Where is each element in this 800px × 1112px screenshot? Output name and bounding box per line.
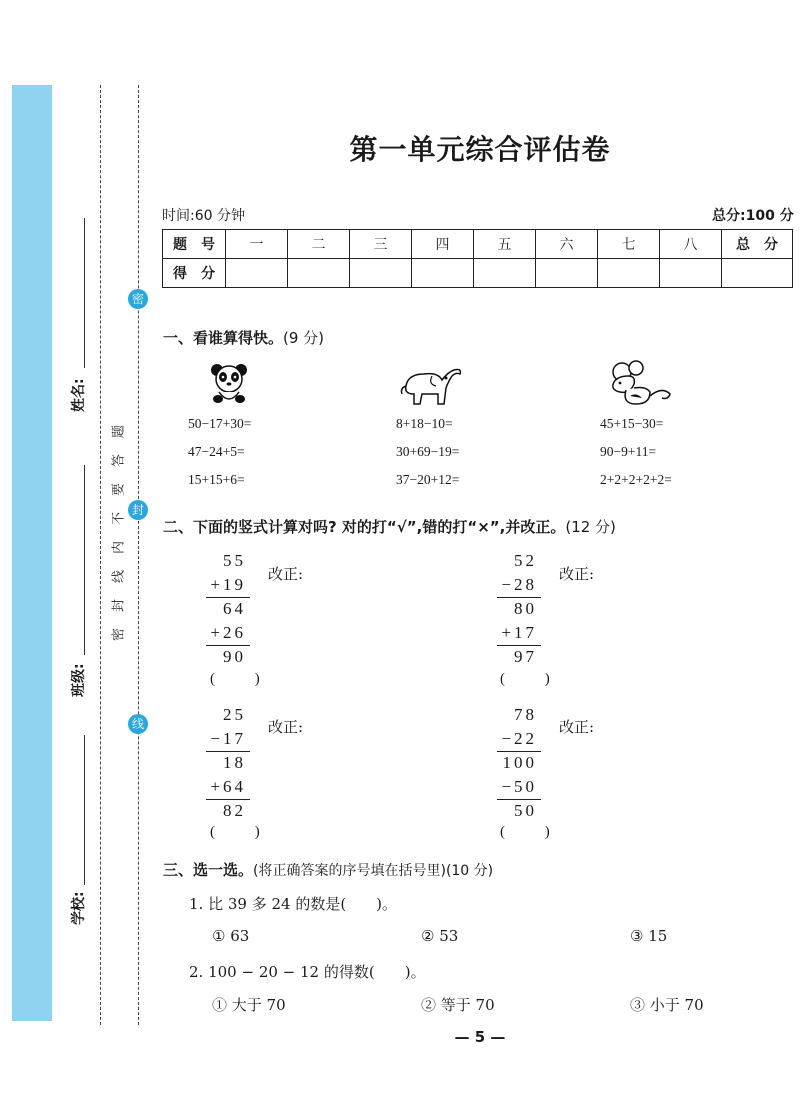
expression: 47−24+5=: [188, 444, 245, 459]
class-label: 班级:: [71, 663, 87, 697]
binding-note-char: 封: [111, 599, 127, 613]
expression: 50−17+30=: [188, 416, 252, 431]
calc-line: +17: [501, 623, 537, 642]
calc-line: 82: [223, 801, 246, 820]
option[interactable]: ③ 15: [630, 927, 668, 945]
fix-label: 改正:: [268, 565, 304, 583]
section3-points: (将正确答案的序号填在括号里)(10 分): [253, 863, 494, 879]
calc-rule: [497, 645, 541, 646]
score-input-cell[interactable]: [660, 259, 722, 288]
seal-mi-icon: 密: [128, 289, 148, 309]
name-blank: [84, 218, 85, 368]
binding-note-char: 不: [111, 512, 127, 526]
calc-line: 97: [514, 647, 537, 666]
option[interactable]: ② 等于 70: [421, 996, 495, 1014]
calc-rule: [206, 597, 250, 598]
expression: 15+15+6=: [188, 472, 245, 487]
binding-margin-bar: [12, 85, 52, 1021]
calc-rule: [206, 799, 250, 800]
score-input-cell[interactable]: [722, 259, 793, 288]
calc-rule: [497, 751, 541, 752]
calc-rule: [206, 751, 250, 752]
calc-line: 78: [514, 705, 537, 724]
binding-note-char: 题: [111, 425, 127, 439]
option[interactable]: ① 大于 70: [212, 996, 286, 1014]
binding-note-char: 要: [111, 483, 127, 497]
calc-line: 100: [502, 753, 537, 772]
score-table-cell: 总 分: [722, 230, 793, 259]
binding-note-char: 密: [111, 628, 127, 642]
section2-heading: [163, 516, 616, 537]
score-table-cell: 八: [660, 230, 722, 259]
calc-line: −50: [501, 777, 537, 796]
score-input-cell[interactable]: [598, 259, 660, 288]
calc-line: +26: [210, 623, 246, 642]
answer-paren[interactable]: ( ): [210, 824, 278, 840]
score-table-cell: 四: [412, 230, 474, 259]
question-1: 1. 比 39 多 24 的数是( )。: [189, 895, 398, 913]
page-number: — 5 —: [454, 1028, 506, 1046]
score-table: [162, 229, 793, 288]
question-2: 2. 100 − 20 − 12 的得数( )。: [189, 963, 426, 981]
calc-line: 64: [223, 599, 246, 618]
score-table-cell: 得 分: [163, 259, 226, 288]
calc-rule: [206, 645, 250, 646]
score-table-cell: 题 号: [163, 230, 226, 259]
binding-note-char: 线: [111, 570, 127, 584]
score-input-cell[interactable]: [474, 259, 536, 288]
section3-title: 三、选一选。: [163, 861, 254, 879]
expression: 8+18−10=: [396, 416, 453, 431]
time-limit: 时间:60 分钟: [162, 208, 245, 224]
score-table-cell: 五: [474, 230, 536, 259]
section2-title: 二、下面的竖式计算对吗? 对的打“√”,错的打“×”,并改正。: [163, 518, 566, 536]
section2-points: (12 分): [565, 518, 616, 536]
calc-line: −17: [210, 729, 246, 748]
calc-line: 25: [223, 705, 246, 724]
page-title: 第一单元综合评估卷: [349, 133, 611, 166]
expression: 90−9+11=: [600, 444, 657, 459]
score-table-cell: 二: [288, 230, 350, 259]
calc-line: 52: [514, 551, 537, 570]
answer-paren[interactable]: ( ): [210, 671, 278, 687]
section3-heading: [163, 859, 493, 880]
expression: 45+15−30=: [600, 416, 664, 431]
calc-line: +64: [210, 777, 246, 796]
elephant-icon: [398, 364, 464, 408]
seal-xian-icon: 线: [128, 714, 148, 734]
expression: 2+2+2+2+2=: [600, 472, 672, 487]
expression: 37−20+12=: [396, 472, 460, 487]
class-blank: [84, 465, 85, 655]
calc-line: 55: [223, 551, 246, 570]
score-input-cell[interactable]: [350, 259, 412, 288]
school-blank: [84, 735, 85, 885]
score-table-cell: 六: [536, 230, 598, 259]
panda-icon: [209, 362, 249, 404]
binding-note-char: 内: [111, 541, 127, 555]
option[interactable]: ③ 小于 70: [630, 996, 704, 1014]
section1-heading: [163, 327, 324, 348]
score-input-cell[interactable]: [226, 259, 288, 288]
answer-paren[interactable]: ( ): [500, 824, 568, 840]
score-table-score-row: [163, 259, 793, 288]
calc-line: 50: [514, 801, 537, 820]
score-input-cell[interactable]: [536, 259, 598, 288]
option[interactable]: ① 63: [212, 927, 250, 945]
calc-rule: [497, 597, 541, 598]
section1-points: (9 分): [283, 329, 325, 347]
score-table-header-row: [163, 230, 793, 259]
score-table-cell: 三: [350, 230, 412, 259]
binding-dashed-line-outer: [100, 85, 101, 1025]
fix-label: 改正:: [559, 565, 595, 583]
binding-note-char: 答: [111, 454, 127, 468]
score-table-cell: 一: [226, 230, 288, 259]
score-table-cell: 七: [598, 230, 660, 259]
binding-dashed-line-inner: [138, 85, 139, 1025]
total-score: 总分:100 分: [712, 208, 794, 224]
expression: 30+69−19=: [396, 444, 460, 459]
answer-paren[interactable]: ( ): [500, 671, 568, 687]
calc-rule: [497, 799, 541, 800]
calc-line: −22: [501, 729, 537, 748]
calc-line: −28: [501, 575, 537, 594]
school-label: 学校:: [71, 891, 87, 925]
seal-feng-icon: 封: [128, 500, 148, 520]
calc-line: +19: [210, 575, 246, 594]
score-input-cell[interactable]: [288, 259, 350, 288]
fix-label: 改正:: [268, 718, 304, 736]
option[interactable]: ② 53: [421, 927, 459, 945]
calc-line: 90: [223, 647, 246, 666]
mouse-icon: [606, 360, 674, 410]
calc-line: 80: [514, 599, 537, 618]
score-input-cell[interactable]: [412, 259, 474, 288]
name-label: 姓名:: [71, 378, 87, 412]
calc-line: 18: [223, 753, 246, 772]
fix-label: 改正:: [559, 718, 595, 736]
section1-title: 一、看谁算得快。: [163, 329, 284, 347]
